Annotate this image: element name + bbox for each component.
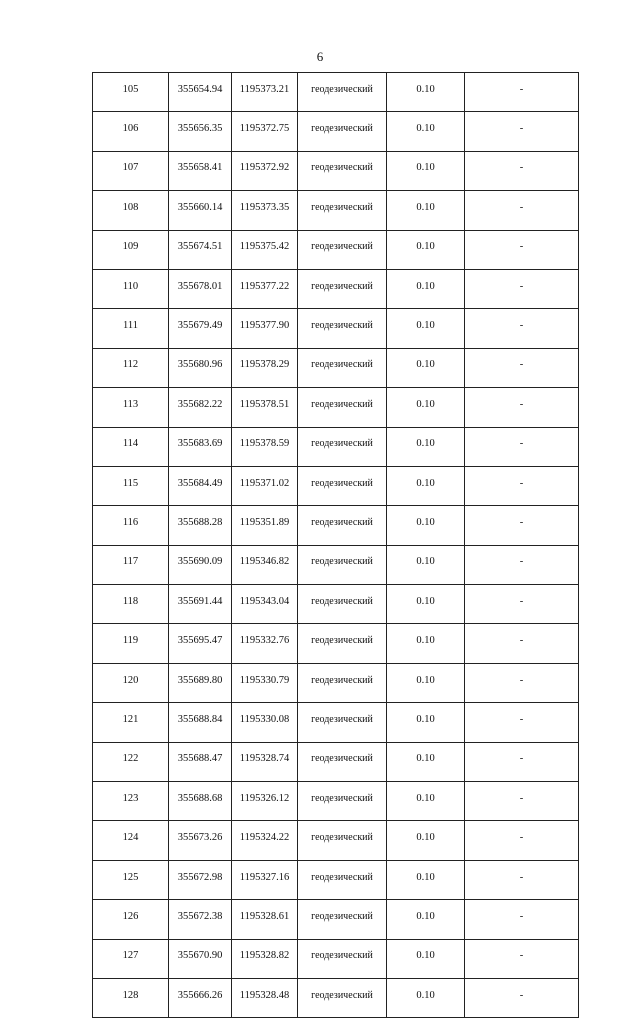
cell-accuracy: 0.10 [387,545,465,584]
cell-point-number: 110 [93,269,169,308]
cell-accuracy: 0.10 [387,703,465,742]
cell-note: - [465,427,579,466]
cell-point-number: 128 [93,978,169,1017]
cell-point-number: 119 [93,624,169,663]
cell-accuracy: 0.10 [387,860,465,899]
cell-accuracy: 0.10 [387,782,465,821]
cell-note: - [465,73,579,112]
cell-coordinate-x: 355689.80 [169,663,232,702]
table-row [93,624,579,663]
cell-accuracy: 0.10 [387,191,465,230]
table-row [93,821,579,860]
cell-point-number: 116 [93,506,169,545]
cell-point-number: 113 [93,388,169,427]
cell-note: - [465,309,579,348]
cell-coordinate-x: 355674.51 [169,230,232,269]
cell-method: геодезический [298,585,387,624]
cell-method: геодезический [298,269,387,308]
cell-accuracy: 0.10 [387,624,465,663]
cell-accuracy: 0.10 [387,663,465,702]
cell-accuracy: 0.10 [387,978,465,1017]
cell-method: геодезический [298,112,387,151]
cell-method: геодезический [298,151,387,190]
cell-coordinate-y: 1195372.92 [232,151,298,190]
cell-note: - [465,663,579,702]
cell-coordinate-x: 355679.49 [169,309,232,348]
table-row [93,703,579,742]
cell-method: геодезический [298,506,387,545]
cell-note: - [465,388,579,427]
cell-coordinate-x: 355691.44 [169,585,232,624]
cell-method: геодезический [298,782,387,821]
cell-coordinate-y: 1195330.79 [232,663,298,702]
cell-method: геодезический [298,309,387,348]
cell-point-number: 118 [93,585,169,624]
cell-coordinate-y: 1195328.48 [232,978,298,1017]
table-row [93,427,579,466]
cell-coordinate-x: 355678.01 [169,269,232,308]
cell-point-number: 108 [93,191,169,230]
cell-coordinate-x: 355673.26 [169,821,232,860]
cell-method: геодезический [298,703,387,742]
cell-note: - [465,151,579,190]
table-row [93,191,579,230]
cell-point-number: 121 [93,703,169,742]
cell-point-number: 105 [93,73,169,112]
cell-accuracy: 0.10 [387,269,465,308]
cell-coordinate-y: 1195332.76 [232,624,298,663]
table-row [93,269,579,308]
cell-point-number: 107 [93,151,169,190]
cell-coordinate-x: 355680.96 [169,348,232,387]
cell-note: - [465,742,579,781]
cell-method: геодезический [298,978,387,1017]
cell-method: геодезический [298,466,387,505]
cell-coordinate-x: 355672.98 [169,860,232,899]
table-row [93,348,579,387]
table-row [93,466,579,505]
cell-note: - [465,939,579,978]
cell-coordinate-x: 355688.68 [169,782,232,821]
table-row [93,860,579,899]
cell-note: - [465,230,579,269]
table-row [93,742,579,781]
cell-point-number: 126 [93,900,169,939]
cell-coordinate-x: 355682.22 [169,388,232,427]
cell-coordinate-y: 1195371.02 [232,466,298,505]
cell-coordinate-y: 1195373.21 [232,73,298,112]
cell-note: - [465,624,579,663]
table-row [93,230,579,269]
cell-coordinate-x: 355660.14 [169,191,232,230]
cell-note: - [465,703,579,742]
cell-note: - [465,585,579,624]
cell-accuracy: 0.10 [387,742,465,781]
cell-note: - [465,506,579,545]
table-row [93,939,579,978]
table-row [93,112,579,151]
cell-coordinate-y: 1195330.08 [232,703,298,742]
cell-point-number: 120 [93,663,169,702]
cell-coordinate-y: 1195326.12 [232,782,298,821]
cell-accuracy: 0.10 [387,112,465,151]
table-row [93,506,579,545]
cell-point-number: 125 [93,860,169,899]
cell-point-number: 124 [93,821,169,860]
cell-note: - [465,348,579,387]
cell-coordinate-y: 1195328.82 [232,939,298,978]
cell-note: - [465,821,579,860]
cell-accuracy: 0.10 [387,309,465,348]
cell-note: - [465,269,579,308]
cell-note: - [465,782,579,821]
cell-method: геодезический [298,663,387,702]
cell-coordinate-y: 1195378.59 [232,427,298,466]
cell-method: геодезический [298,821,387,860]
cell-coordinate-x: 355688.47 [169,742,232,781]
cell-coordinate-y: 1195377.90 [232,309,298,348]
cell-method: геодезический [298,939,387,978]
cell-method: геодезический [298,900,387,939]
cell-method: геодезический [298,624,387,663]
cell-accuracy: 0.10 [387,151,465,190]
cell-accuracy: 0.10 [387,427,465,466]
cell-note: - [465,112,579,151]
table-row [93,978,579,1017]
cell-note: - [465,860,579,899]
cell-accuracy: 0.10 [387,585,465,624]
cell-coordinate-x: 355684.49 [169,466,232,505]
cell-method: геодезический [298,230,387,269]
cell-method: геодезический [298,545,387,584]
cell-note: - [465,191,579,230]
table-row [93,545,579,584]
cell-note: - [465,978,579,1017]
coordinates-table [92,72,579,1018]
cell-coordinate-y: 1195372.75 [232,112,298,151]
page-number: 6 [316,49,324,64]
cell-coordinate-y: 1195378.29 [232,348,298,387]
cell-coordinate-x: 355654.94 [169,73,232,112]
cell-accuracy: 0.10 [387,821,465,860]
cell-accuracy: 0.10 [387,388,465,427]
cell-coordinate-y: 1195377.22 [232,269,298,308]
cell-point-number: 123 [93,782,169,821]
cell-accuracy: 0.10 [387,939,465,978]
table-row [93,585,579,624]
table-row [93,900,579,939]
cell-coordinate-x: 355690.09 [169,545,232,584]
cell-accuracy: 0.10 [387,348,465,387]
cell-point-number: 109 [93,230,169,269]
cell-coordinate-x: 355688.28 [169,506,232,545]
cell-coordinate-y: 1195327.16 [232,860,298,899]
cell-coordinate-x: 355656.35 [169,112,232,151]
cell-coordinate-y: 1195375.42 [232,230,298,269]
cell-coordinate-y: 1195346.82 [232,545,298,584]
table-row [93,73,579,112]
cell-coordinate-x: 355672.38 [169,900,232,939]
coordinates-table-body [93,73,579,1018]
cell-coordinate-y: 1195343.04 [232,585,298,624]
cell-note: - [465,545,579,584]
cell-point-number: 115 [93,466,169,505]
table-row [93,782,579,821]
cell-coordinate-x: 355688.84 [169,703,232,742]
cell-method: геодезический [298,73,387,112]
cell-accuracy: 0.10 [387,73,465,112]
cell-coordinate-y: 1195328.74 [232,742,298,781]
table-row [93,309,579,348]
cell-method: геодезический [298,348,387,387]
cell-method: геодезический [298,742,387,781]
cell-point-number: 106 [93,112,169,151]
cell-coordinate-y: 1195328.61 [232,900,298,939]
cell-method: геодезический [298,427,387,466]
table-row [93,151,579,190]
cell-accuracy: 0.10 [387,230,465,269]
cell-point-number: 127 [93,939,169,978]
cell-coordinate-y: 1195351.89 [232,506,298,545]
cell-coordinate-x: 355658.41 [169,151,232,190]
cell-note: - [465,900,579,939]
cell-coordinate-x: 355666.26 [169,978,232,1017]
cell-accuracy: 0.10 [387,900,465,939]
cell-point-number: 117 [93,545,169,584]
table-row [93,663,579,702]
cell-coordinate-x: 355670.90 [169,939,232,978]
cell-method: геодезический [298,860,387,899]
cell-accuracy: 0.10 [387,466,465,505]
cell-coordinate-x: 355683.69 [169,427,232,466]
cell-accuracy: 0.10 [387,506,465,545]
cell-method: геодезический [298,191,387,230]
cell-note: - [465,466,579,505]
cell-point-number: 111 [93,309,169,348]
table-row [93,388,579,427]
cell-point-number: 112 [93,348,169,387]
cell-coordinate-y: 1195324.22 [232,821,298,860]
cell-point-number: 122 [93,742,169,781]
cell-coordinate-y: 1195373.35 [232,191,298,230]
cell-coordinate-y: 1195378.51 [232,388,298,427]
cell-coordinate-x: 355695.47 [169,624,232,663]
cell-point-number: 114 [93,427,169,466]
cell-method: геодезический [298,388,387,427]
